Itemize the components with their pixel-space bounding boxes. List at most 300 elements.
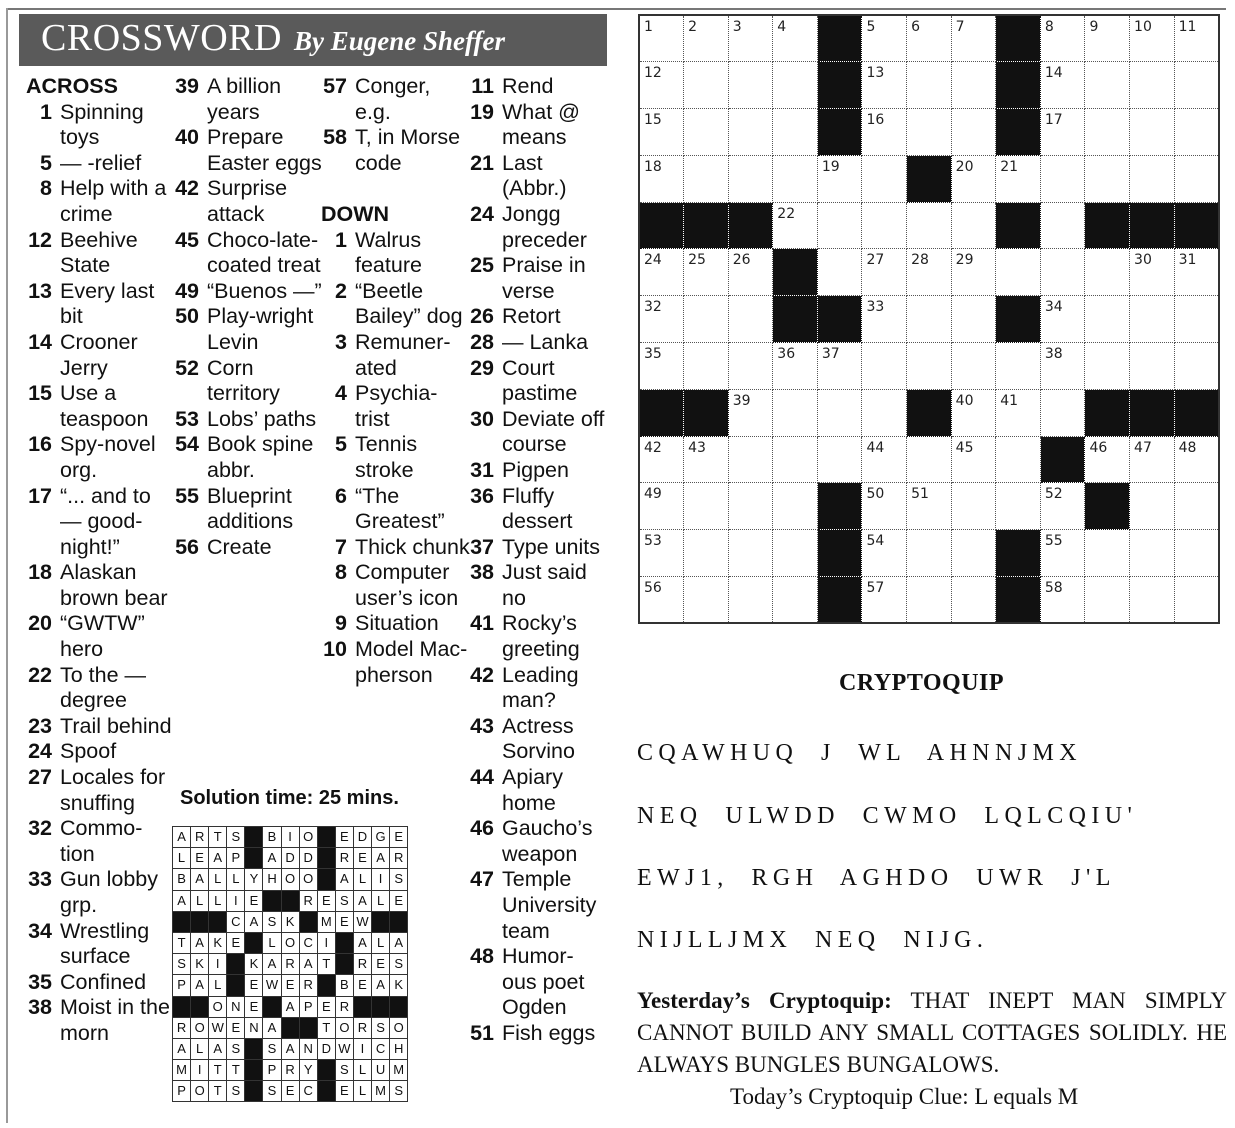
grid-cell[interactable] bbox=[773, 62, 818, 109]
clue-item bbox=[468, 816, 608, 867]
grid-cell[interactable] bbox=[773, 155, 818, 202]
solution-letter: D bbox=[299, 848, 317, 869]
grid-cell[interactable] bbox=[1130, 109, 1175, 156]
grid-cell[interactable] bbox=[951, 296, 996, 343]
grid-cell[interactable] bbox=[1040, 389, 1085, 436]
grid-cell[interactable] bbox=[1174, 62, 1219, 109]
solution-letter: H bbox=[263, 869, 281, 890]
grid-cell[interactable] bbox=[1174, 109, 1219, 156]
black-square bbox=[817, 62, 862, 109]
grid-cell[interactable] bbox=[639, 249, 684, 296]
grid-cell[interactable] bbox=[684, 155, 729, 202]
clue-number: 9 bbox=[335, 611, 347, 636]
solution-letter: A bbox=[191, 869, 209, 890]
grid-cell[interactable] bbox=[907, 483, 952, 530]
grid-cell[interactable] bbox=[1130, 296, 1175, 343]
grid-cell[interactable] bbox=[728, 483, 773, 530]
grid-cell[interactable] bbox=[684, 530, 729, 577]
clue-item bbox=[26, 765, 174, 816]
grid-cell[interactable] bbox=[728, 296, 773, 343]
solution-letter: A bbox=[372, 975, 390, 996]
grid-cell[interactable] bbox=[951, 436, 996, 483]
solution-letter: L bbox=[209, 869, 227, 890]
cell-number: 42 bbox=[644, 439, 662, 456]
clue-text: Create bbox=[207, 534, 272, 559]
solution-letter: S bbox=[173, 954, 191, 975]
grid-cell[interactable] bbox=[951, 577, 996, 624]
clue-text: — -relief bbox=[60, 150, 142, 175]
grid-cell[interactable] bbox=[996, 483, 1041, 530]
solution-black-square bbox=[227, 975, 245, 996]
grid-cell[interactable] bbox=[1040, 109, 1085, 156]
grid-cell[interactable] bbox=[1174, 530, 1219, 577]
grid-cell[interactable] bbox=[773, 436, 818, 483]
grid-cell[interactable] bbox=[773, 202, 818, 249]
grid-cell[interactable] bbox=[1085, 15, 1130, 62]
clue-item bbox=[321, 381, 471, 432]
clue-item bbox=[468, 765, 608, 816]
clue-number: 22 bbox=[28, 662, 52, 687]
clue-item bbox=[468, 202, 608, 253]
clue-text: Apiary home bbox=[502, 765, 563, 815]
solution-letter: S bbox=[335, 890, 353, 911]
grid-cell[interactable] bbox=[862, 343, 907, 390]
clue-item bbox=[468, 407, 608, 458]
black-square bbox=[1085, 389, 1130, 436]
clue-text: Actress Sorvino bbox=[502, 713, 575, 764]
clue-item bbox=[468, 484, 608, 535]
solution-letter: E bbox=[281, 975, 299, 996]
grid-cell[interactable] bbox=[1174, 249, 1219, 296]
grid-cell[interactable] bbox=[684, 483, 729, 530]
solution-black-square bbox=[353, 996, 371, 1017]
grid-cell[interactable] bbox=[684, 62, 729, 109]
cell-number: 19 bbox=[821, 158, 840, 175]
grid-cell[interactable] bbox=[907, 577, 952, 624]
solution-letter: N bbox=[299, 1038, 317, 1059]
grid-cell[interactable] bbox=[684, 249, 729, 296]
solution-letter: W bbox=[209, 1017, 227, 1038]
solution-letter: A bbox=[173, 890, 191, 911]
solution-letter: I bbox=[281, 827, 299, 848]
clue-column-1 bbox=[26, 74, 174, 1047]
grid-cell[interactable] bbox=[1040, 483, 1085, 530]
clue-number: 55 bbox=[175, 483, 199, 508]
grid-cell[interactable] bbox=[1174, 155, 1219, 202]
grid-cell[interactable] bbox=[773, 343, 818, 390]
clue-item bbox=[321, 279, 471, 330]
clue-number: 38 bbox=[28, 995, 52, 1020]
solution-black-square bbox=[245, 1060, 263, 1081]
grid-cell[interactable] bbox=[1040, 296, 1085, 343]
grid-cell[interactable] bbox=[773, 15, 818, 62]
cell-number: 5 bbox=[866, 19, 876, 35]
grid-cell[interactable] bbox=[639, 15, 684, 62]
solution-black-square bbox=[191, 996, 209, 1017]
grid-cell[interactable] bbox=[862, 530, 907, 577]
clue-text: Humor-ous poet Ogden bbox=[502, 944, 585, 1020]
grid-cell[interactable] bbox=[1130, 483, 1175, 530]
grid-cell[interactable] bbox=[1085, 530, 1130, 577]
grid-cell[interactable] bbox=[728, 389, 773, 436]
solution-letter: R bbox=[353, 1017, 371, 1038]
clue-text: Leading man? bbox=[502, 662, 579, 713]
solution-letter: L bbox=[372, 890, 390, 911]
grid-cell[interactable] bbox=[728, 343, 773, 390]
grid-cell[interactable] bbox=[1085, 109, 1130, 156]
solution-letter: A bbox=[191, 975, 209, 996]
black-square bbox=[684, 389, 729, 436]
grid-cell[interactable] bbox=[773, 530, 818, 577]
grid-cell[interactable] bbox=[996, 155, 1041, 202]
black-square bbox=[996, 296, 1041, 343]
clue-text: Moist in the morn bbox=[60, 995, 170, 1045]
clue-item bbox=[321, 611, 471, 637]
grid-cell[interactable] bbox=[1174, 296, 1219, 343]
solution-letter: A bbox=[191, 932, 209, 953]
grid-cell[interactable] bbox=[996, 436, 1041, 483]
grid-cell[interactable] bbox=[862, 15, 907, 62]
clue-item bbox=[321, 330, 471, 381]
clue-item bbox=[26, 560, 174, 611]
grid-cell[interactable] bbox=[862, 296, 907, 343]
grid-cell[interactable] bbox=[684, 296, 729, 343]
solution-letter: L bbox=[372, 932, 390, 953]
clue-item bbox=[173, 74, 323, 125]
solution-letter: E bbox=[245, 996, 263, 1017]
grid-cell[interactable] bbox=[817, 155, 862, 202]
grid-cell[interactable] bbox=[1085, 577, 1130, 624]
clue-item bbox=[26, 228, 174, 279]
clue-number: 54 bbox=[175, 432, 199, 457]
cell-number: 20 bbox=[955, 158, 974, 175]
grid-cell[interactable] bbox=[1130, 249, 1175, 296]
grid-cell[interactable] bbox=[862, 249, 907, 296]
clue-text: Blueprint additions bbox=[207, 483, 294, 534]
solution-letter: C bbox=[372, 1038, 390, 1059]
solution-letter: O bbox=[299, 869, 317, 890]
clue-text: Conger, e.g. bbox=[355, 74, 431, 124]
clue-text: Fish eggs bbox=[502, 1020, 596, 1045]
solution-letter: A bbox=[335, 869, 353, 890]
solution-letter: C bbox=[299, 1081, 317, 1102]
solution-letter: O bbox=[209, 996, 227, 1017]
grid-cell[interactable] bbox=[639, 483, 684, 530]
clue-number: 25 bbox=[470, 253, 494, 278]
grid-cell[interactable] bbox=[684, 436, 729, 483]
cell-number: 55 bbox=[1044, 533, 1063, 550]
clue-text: T, in Morse code bbox=[355, 125, 461, 175]
yesterday-answer: THAT INEPT MAN SIMPLY CANNOT BUILD ANY SMALL COTTAGES SOLIDLY. HE ALWAYS BUNGLES BUNGALOWS. bbox=[637, 988, 1227, 1077]
cell-number: 6 bbox=[911, 19, 920, 35]
solution-letter: A bbox=[281, 1038, 299, 1059]
grid-cell[interactable] bbox=[951, 155, 996, 202]
grid-cell[interactable] bbox=[1174, 436, 1219, 483]
grid-cell[interactable] bbox=[1085, 62, 1130, 109]
grid-cell[interactable] bbox=[817, 202, 862, 249]
solution-letter: H bbox=[390, 1038, 408, 1059]
grid-cell[interactable] bbox=[1040, 62, 1085, 109]
clue-section-heading: ACROSS bbox=[26, 74, 118, 98]
solution-black-square bbox=[245, 932, 263, 953]
solution-letter: R bbox=[335, 996, 353, 1017]
grid-cell[interactable] bbox=[951, 530, 996, 577]
clue-item bbox=[468, 151, 608, 202]
clue-number: 42 bbox=[175, 176, 199, 201]
grid-cell[interactable] bbox=[907, 109, 952, 156]
grid-cell[interactable] bbox=[1174, 15, 1219, 62]
solution-letter: K bbox=[245, 954, 263, 975]
clue-text: Thick chunk bbox=[355, 534, 470, 559]
clue-number: 19 bbox=[470, 99, 494, 124]
clue-item bbox=[468, 74, 608, 100]
grid-cell[interactable] bbox=[773, 483, 818, 530]
solution-letter: R bbox=[191, 827, 209, 848]
grid-cell[interactable] bbox=[773, 109, 818, 156]
grid-cell[interactable] bbox=[1040, 577, 1085, 624]
grid-cell[interactable] bbox=[907, 15, 952, 62]
grid-cell[interactable] bbox=[728, 109, 773, 156]
grid-cell[interactable] bbox=[1130, 155, 1175, 202]
clue-text: Use a teaspoon bbox=[60, 381, 149, 431]
grid-cell[interactable] bbox=[728, 577, 773, 624]
grid-cell[interactable] bbox=[728, 62, 773, 109]
clue-item bbox=[26, 995, 174, 1046]
grid-cell[interactable] bbox=[817, 343, 862, 390]
grid-cell[interactable] bbox=[951, 15, 996, 62]
grid-cell[interactable] bbox=[1085, 436, 1130, 483]
clue-item bbox=[173, 484, 323, 535]
solution-letter: Y bbox=[245, 869, 263, 890]
grid-cell[interactable] bbox=[1040, 15, 1085, 62]
clue-text: “Beetle Bailey” dog bbox=[355, 278, 463, 329]
grid-cell[interactable] bbox=[951, 343, 996, 390]
solution-black-square bbox=[372, 911, 390, 932]
black-square bbox=[907, 389, 952, 436]
grid-cell[interactable] bbox=[907, 202, 952, 249]
black-square bbox=[817, 483, 862, 530]
clue-text: Model Mac-pherson bbox=[355, 637, 468, 687]
grid-cell[interactable] bbox=[1085, 249, 1130, 296]
grid-cell[interactable] bbox=[1130, 15, 1175, 62]
clue-item bbox=[468, 560, 608, 611]
grid-cell[interactable] bbox=[996, 249, 1041, 296]
solution-letter: B bbox=[173, 869, 191, 890]
cell-number: 17 bbox=[1044, 112, 1063, 129]
grid-cell[interactable] bbox=[907, 343, 952, 390]
grid-cell[interactable] bbox=[907, 62, 952, 109]
grid-cell[interactable] bbox=[1085, 343, 1130, 390]
grid-cell[interactable] bbox=[1130, 343, 1175, 390]
cell-number: 30 bbox=[1134, 252, 1152, 269]
solution-black-square bbox=[227, 954, 245, 975]
grid-cell[interactable] bbox=[862, 483, 907, 530]
clue-section-heading: DOWN bbox=[321, 201, 390, 226]
grid-cell[interactable] bbox=[728, 530, 773, 577]
solution-black-square bbox=[281, 890, 299, 911]
solution-black-square bbox=[245, 827, 263, 848]
grid-cell[interactable] bbox=[907, 249, 952, 296]
solution-letter: R bbox=[299, 975, 317, 996]
grid-cell[interactable] bbox=[862, 202, 907, 249]
solution-letter: S bbox=[227, 827, 245, 848]
grid-cell[interactable] bbox=[1174, 483, 1219, 530]
grid-cell[interactable] bbox=[951, 109, 996, 156]
solution-black-square bbox=[317, 869, 335, 890]
grid-cell[interactable] bbox=[1130, 436, 1175, 483]
grid-cell[interactable] bbox=[862, 62, 907, 109]
grid-cell[interactable] bbox=[773, 577, 818, 624]
grid-cell[interactable] bbox=[728, 15, 773, 62]
grid-cell[interactable] bbox=[639, 155, 684, 202]
clue-number: 27 bbox=[28, 765, 52, 790]
cell-number: 58 bbox=[1044, 580, 1063, 597]
grid-cell[interactable] bbox=[728, 249, 773, 296]
solution-letter: R bbox=[390, 848, 408, 869]
cell-number: 9 bbox=[1089, 19, 1099, 35]
grid-cell[interactable] bbox=[639, 530, 684, 577]
grid-cell[interactable] bbox=[951, 202, 996, 249]
grid-cell[interactable] bbox=[684, 343, 729, 390]
cell-number: 48 bbox=[1178, 439, 1197, 456]
clue-number: 1 bbox=[335, 227, 347, 252]
grid-cell[interactable] bbox=[639, 436, 684, 483]
solution-letter: O bbox=[335, 1017, 353, 1038]
grid-cell[interactable] bbox=[817, 436, 862, 483]
cell-number: 26 bbox=[732, 252, 751, 269]
grid-cell[interactable] bbox=[951, 249, 996, 296]
grid-cell[interactable] bbox=[862, 109, 907, 156]
solution-letter: D bbox=[281, 848, 299, 869]
clue-number: 15 bbox=[28, 381, 52, 406]
cell-number: 52 bbox=[1044, 486, 1063, 503]
clue-number: 10 bbox=[323, 637, 347, 662]
grid-cell[interactable] bbox=[1040, 343, 1085, 390]
black-square bbox=[817, 296, 862, 343]
clue-text: Psychia-trist bbox=[355, 381, 438, 431]
grid-cell[interactable] bbox=[951, 483, 996, 530]
solution-letter: L bbox=[263, 932, 281, 953]
solution-letter: S bbox=[263, 1038, 281, 1059]
black-square bbox=[996, 202, 1041, 249]
solution-letter: R bbox=[281, 1060, 299, 1081]
grid-cell[interactable] bbox=[728, 155, 773, 202]
grid-cell[interactable] bbox=[862, 436, 907, 483]
black-square bbox=[639, 389, 684, 436]
grid-cell[interactable] bbox=[951, 389, 996, 436]
crossword-banner bbox=[19, 14, 607, 66]
grid-cell[interactable] bbox=[1130, 577, 1175, 624]
grid-cell[interactable] bbox=[639, 343, 684, 390]
grid-cell[interactable] bbox=[1130, 530, 1175, 577]
solution-black-square bbox=[372, 996, 390, 1017]
grid-cell[interactable] bbox=[684, 577, 729, 624]
clue-number: 33 bbox=[28, 867, 52, 892]
clue-number: 3 bbox=[335, 329, 347, 354]
clue-number: 40 bbox=[175, 125, 199, 150]
grid-cell[interactable] bbox=[728, 436, 773, 483]
grid-cell[interactable] bbox=[862, 155, 907, 202]
grid-cell[interactable] bbox=[907, 296, 952, 343]
solution-letter: M bbox=[173, 1060, 191, 1081]
solution-letter: B bbox=[335, 975, 353, 996]
clue-number: 11 bbox=[471, 74, 494, 98]
solution-letter: K bbox=[281, 911, 299, 932]
grid-cell[interactable] bbox=[639, 109, 684, 156]
grid-cell[interactable] bbox=[1174, 343, 1219, 390]
grid-cell[interactable] bbox=[951, 62, 996, 109]
solution-letter: E bbox=[335, 911, 353, 932]
grid-cell[interactable] bbox=[862, 577, 907, 624]
grid-cell[interactable] bbox=[996, 343, 1041, 390]
clue-text: Book spine abbr. bbox=[207, 432, 314, 482]
grid-cell[interactable] bbox=[639, 62, 684, 109]
grid-cell[interactable] bbox=[817, 249, 862, 296]
solution-letter: T bbox=[173, 932, 191, 953]
solution-letter: O bbox=[299, 827, 317, 848]
black-square bbox=[996, 577, 1041, 624]
clue-number: 51 bbox=[470, 1020, 494, 1045]
clue-number: 36 bbox=[470, 483, 494, 508]
solution-letter: A bbox=[173, 827, 191, 848]
black-square bbox=[1130, 389, 1175, 436]
clue-item bbox=[468, 1021, 608, 1047]
clue-item bbox=[173, 356, 323, 407]
grid-cell[interactable] bbox=[639, 577, 684, 624]
grid-cell[interactable] bbox=[996, 389, 1041, 436]
grid-cell[interactable] bbox=[907, 530, 952, 577]
grid-cell[interactable] bbox=[639, 296, 684, 343]
clue-item bbox=[468, 535, 608, 561]
clue-text: Rocky’s greeting bbox=[502, 611, 580, 662]
grid-cell[interactable] bbox=[1174, 577, 1219, 624]
solution-letter: P bbox=[299, 996, 317, 1017]
solution-letter: W bbox=[335, 1038, 353, 1059]
solution-letter: T bbox=[209, 827, 227, 848]
clue-text: To the — degree bbox=[60, 662, 147, 713]
clue-item bbox=[468, 458, 608, 484]
grid-cell[interactable] bbox=[684, 15, 729, 62]
solution-letter: E bbox=[353, 848, 371, 869]
grid-cell[interactable] bbox=[862, 389, 907, 436]
grid-cell[interactable] bbox=[1040, 249, 1085, 296]
clue-text: “The Greatest” bbox=[355, 483, 445, 534]
grid-cell[interactable] bbox=[817, 389, 862, 436]
grid-cell[interactable] bbox=[907, 436, 952, 483]
solution-letter: E bbox=[227, 1017, 245, 1038]
grid-cell[interactable] bbox=[684, 109, 729, 156]
grid-cell[interactable] bbox=[1040, 155, 1085, 202]
solution-letter: E bbox=[245, 975, 263, 996]
solution-letter: C bbox=[299, 932, 317, 953]
solution-letter: S bbox=[372, 1017, 390, 1038]
grid-cell[interactable] bbox=[1040, 202, 1085, 249]
grid-cell[interactable] bbox=[1040, 530, 1085, 577]
solution-black-square bbox=[335, 932, 353, 953]
clue-item bbox=[468, 663, 608, 714]
grid-cell[interactable] bbox=[1085, 155, 1130, 202]
grid-cell[interactable] bbox=[773, 389, 818, 436]
solution-letter: L bbox=[191, 890, 209, 911]
grid-cell[interactable] bbox=[1130, 62, 1175, 109]
black-square bbox=[996, 109, 1041, 156]
cell-number: 39 bbox=[732, 392, 751, 409]
solution-letter: S bbox=[227, 1081, 245, 1102]
grid-cell[interactable] bbox=[1085, 296, 1130, 343]
clue-text: Situation bbox=[355, 611, 439, 636]
solution-letter: S bbox=[263, 911, 281, 932]
solution-letter: W bbox=[353, 911, 371, 932]
